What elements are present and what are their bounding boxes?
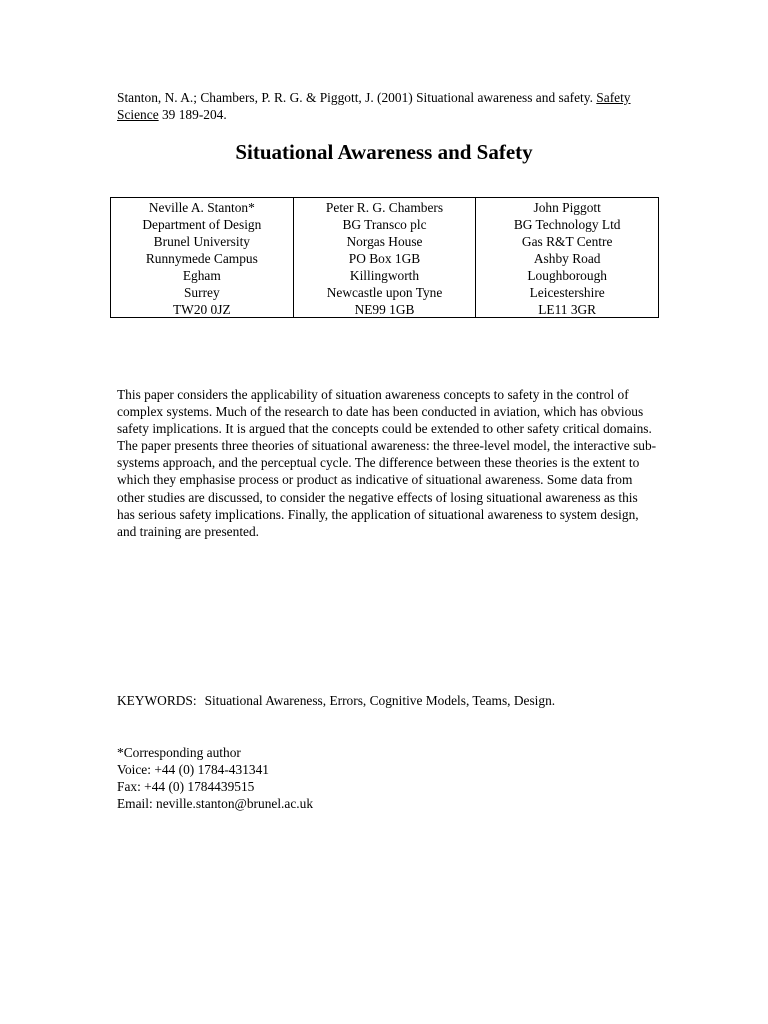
author-name: Peter R. G. Chambers bbox=[325, 200, 444, 215]
affiliation-line: BG Technology Ltd bbox=[513, 217, 621, 232]
affiliation-line: Egham bbox=[182, 268, 221, 283]
affiliation-line: Brunel University bbox=[153, 234, 250, 249]
author-column-chambers bbox=[293, 198, 476, 317]
author-affiliation-table bbox=[110, 197, 659, 318]
keywords-label: KEYWORDS: bbox=[117, 693, 197, 708]
affiliation-line: Leicestershire bbox=[529, 285, 605, 300]
affiliation-postcode: NE99 1GB bbox=[354, 302, 415, 317]
affiliation-line: Norgas House bbox=[346, 234, 423, 249]
corresponding-author-contact bbox=[117, 744, 517, 812]
affiliation-postcode: TW20 0JZ bbox=[173, 302, 231, 317]
affiliation-line: Loughborough bbox=[527, 268, 607, 283]
fax-number: Fax: +44 (0) 1784439515 bbox=[117, 779, 255, 794]
author-name: John Piggott bbox=[533, 200, 601, 215]
affiliation-line: Gas R&T Centre bbox=[521, 234, 613, 249]
voice-number: Voice: +44 (0) 1784-431341 bbox=[117, 762, 269, 777]
citation-volume-pages: 39 189-204. bbox=[158, 107, 227, 122]
citation bbox=[117, 89, 657, 123]
affiliation-line: Department of Design bbox=[142, 217, 262, 232]
citation-journal: Safety Science bbox=[117, 90, 631, 122]
citation-authors-text: Stanton, N. A.; Chambers, P. R. G. & Piggott, J. (2001) Situational awareness and safety. bbox=[117, 90, 597, 105]
affiliation-line: Newcastle upon Tyne bbox=[326, 285, 443, 300]
author-name: Neville A. Stanton* bbox=[148, 200, 255, 215]
author-column-piggott bbox=[475, 198, 658, 317]
affiliation-line: Killingworth bbox=[349, 268, 420, 283]
affiliation-line: Ashby Road bbox=[533, 251, 601, 266]
corresponding-author-note: *Corresponding author bbox=[117, 745, 241, 760]
email-address: Email: neville.stanton@brunel.ac.uk bbox=[117, 796, 314, 811]
affiliation-line: Surrey bbox=[183, 285, 220, 300]
affiliation-line: PO Box 1GB bbox=[348, 251, 421, 266]
keywords bbox=[117, 692, 677, 709]
affiliation-line: BG Transco plc bbox=[342, 217, 427, 232]
abstract: This paper considers the applicability of situation awareness concepts to safety in the control of complex systems. Much of the research to date has been conducted in aviation, which has obvious safety implications. It is argued that the concepts could be extended to other safety critical domains. The paper presents three theories of situational awareness: the three-level model, the interactive sub-systems approach, and the perceptual cycle. The difference between these theories is the extent to which they emphasise process or product as indicative of situational awareness. Some data from other studies are discussed, to consider the negative effects of losing situational awareness as this has serious safety implications. Finally, the application of situational awareness to system design, and training are presented. bbox=[117, 387, 657, 539]
paper-title: Situational Awareness and Safety bbox=[235, 140, 533, 164]
affiliation-postcode: LE11 3GR bbox=[538, 302, 597, 317]
keywords-list: Situational Awareness, Errors, Cognitive Models, Teams, Design. bbox=[204, 693, 556, 708]
affiliation-line: Runnymede Campus bbox=[145, 251, 258, 266]
author-column-stanton bbox=[111, 198, 293, 317]
